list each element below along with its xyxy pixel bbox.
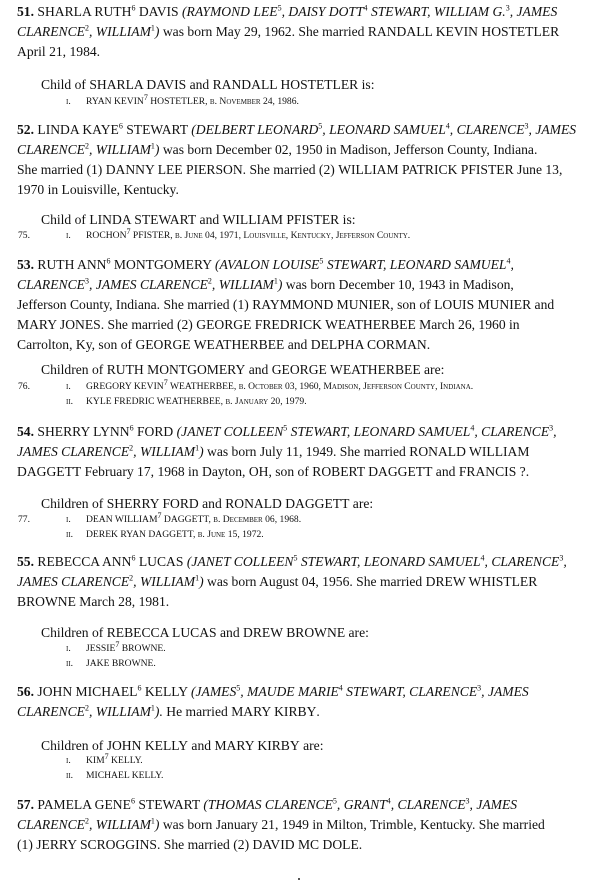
text-run: RUTH MONTGOMERY: [106, 362, 246, 377]
text-run: LOUIS MUNIER: [434, 297, 532, 312]
text-run: SHERRY LYNN: [34, 424, 130, 439]
text-run: Children of: [41, 625, 107, 640]
generation-number: 3: [505, 3, 510, 13]
generation-number: 2: [129, 573, 134, 583]
text-run: STEWART, CLARENCE: [342, 684, 478, 699]
text-run: was born January 21, 1949 in Milton, Trimble, Kentucky. She married: [159, 817, 545, 832]
generation-number: 1: [150, 816, 155, 826]
text-run: and: [432, 464, 459, 479]
text-run: (JANET COLLEEN: [176, 424, 284, 439]
child-item: [66, 92, 299, 107]
text-run: , JAMES: [469, 797, 518, 812]
text-run: , WILLIAM: [88, 142, 151, 157]
text-run: and: [198, 496, 226, 511]
generation-number: 2: [84, 703, 89, 713]
generation-number: 4: [480, 553, 485, 563]
text-run: STEWART, LEONARD SAMUEL: [297, 554, 481, 569]
text-run: Children of: [41, 738, 107, 753]
entry-line: [17, 702, 607, 722]
text-run: .: [358, 837, 363, 852]
text-run: , WILLIAM: [211, 277, 274, 292]
text-run: (AVALON LOUISE: [215, 257, 320, 272]
child-roman-numeral: i.: [66, 755, 71, 766]
text-run: February 17, 1968 in Dayton, OH, son of: [81, 464, 313, 479]
child-item: [66, 751, 143, 766]
text-run: JERRY SCROGGINS: [36, 837, 157, 852]
generation-number: 2: [84, 141, 89, 151]
child-roman-numeral: ii.: [66, 396, 74, 407]
entry-line: [17, 22, 607, 42]
margin-reference-number: 76.: [18, 381, 30, 392]
text-run: KIM: [86, 755, 105, 766]
text-run: was born May 29, 1962. She married: [159, 24, 368, 39]
text-run: , MAUDE MARIE: [240, 684, 339, 699]
text-run: are:: [345, 625, 369, 640]
child-roman-numeral: i.: [66, 514, 71, 525]
generation-number: 1: [150, 23, 155, 33]
margin-reference-number: 75.: [18, 230, 30, 241]
entry-line: [17, 592, 607, 612]
margin-reference-number: 77.: [18, 514, 30, 525]
entry-57: [17, 795, 607, 855]
generation-number: 7: [157, 510, 162, 520]
children-heading-54: [41, 496, 373, 512]
text-run: JAMES CLARENCE: [17, 444, 130, 459]
text-run: is:: [358, 77, 375, 92]
text-run: , DAISY DOTT: [281, 4, 364, 19]
generation-number: 5: [283, 423, 288, 433]
text-run: GREGORY KEVIN: [86, 381, 164, 392]
text-run: .: [316, 704, 320, 719]
text-run: ,: [563, 554, 567, 569]
text-run: RAYMMOND MUNIER: [252, 297, 391, 312]
entry-line: [17, 2, 607, 22]
generation-number: 2: [84, 23, 89, 33]
generation-number: 2: [84, 816, 89, 826]
entry-line: [17, 682, 607, 702]
generation-number: 6: [137, 683, 142, 693]
text-run: was born August 04, 1956. She married: [203, 574, 426, 589]
child-item: [66, 377, 474, 392]
text-run: Children of: [41, 362, 107, 377]
text-run: ): [199, 444, 204, 459]
text-run: REBECCA ANN: [34, 554, 132, 569]
text-run: KELLY: [141, 684, 191, 699]
text-run: , JAMES: [481, 684, 529, 699]
text-run: STEWART, WILLIAM G.: [367, 4, 506, 19]
text-run: STEWART: [134, 797, 204, 812]
text-run: DREW WHISTLER: [425, 574, 538, 589]
text-run: .: [426, 337, 431, 352]
text-run: DANNY LEE PIERSON: [105, 162, 243, 177]
generation-number: 4: [386, 796, 391, 806]
entry-line: [17, 295, 607, 315]
text-run: ROBERT DAGGETT: [312, 464, 433, 479]
child-roman-numeral: i.: [66, 96, 71, 107]
generation-number: 2: [129, 443, 134, 453]
generation-number: 6: [131, 553, 136, 563]
generation-number: 1: [150, 703, 155, 713]
text-run: MARY JONES: [17, 317, 101, 332]
text-run: WILLIAM PATRICK PFISTER: [338, 162, 514, 177]
text-run: are:: [349, 496, 374, 511]
text-run: WILLIAM PFISTER: [222, 212, 340, 227]
text-run: are:: [420, 362, 445, 377]
text-run: March 28, 1981.: [75, 594, 170, 609]
text-run: RUTH ANN: [34, 257, 107, 272]
entry-54: [17, 422, 607, 482]
text-run: DAGGETT, b. December 06, 1968.: [161, 514, 302, 525]
entry-line: [17, 120, 607, 140]
generation-number: 6: [106, 256, 111, 266]
generation-number: 5: [277, 3, 282, 13]
text-run: , CLARENCE: [390, 797, 466, 812]
entry-line: [17, 180, 607, 200]
generation-number: 1: [273, 276, 278, 286]
text-run: (DELBERT LEONARD: [191, 122, 319, 137]
text-run: ): [277, 277, 283, 292]
generation-number: 4: [506, 256, 511, 266]
generation-number: 5: [318, 121, 323, 131]
text-run: 52.: [17, 122, 34, 137]
text-run: PAMELA GENE: [34, 797, 131, 812]
text-run: 56.: [17, 684, 34, 699]
text-run: Children of: [41, 496, 107, 511]
generation-number: 3: [559, 553, 564, 563]
text-run: RONALD WILLIAM: [409, 444, 530, 459]
text-run: 54.: [17, 424, 34, 439]
text-run: CLARENCE: [17, 142, 85, 157]
text-run: , WILLIAM: [133, 574, 196, 589]
text-run: and: [216, 625, 244, 640]
text-run: DREW BROWNE: [243, 625, 346, 640]
child-item: [66, 770, 163, 781]
entry-line: [17, 42, 607, 62]
text-run: JESSIE: [86, 643, 116, 654]
text-run: LINDA STEWART: [89, 212, 197, 227]
text-run: WEATHERBEE, b. October 03, 1960, Madison, Jefferson County, Indiana.: [167, 381, 474, 392]
text-run: STEWART: [122, 122, 192, 137]
text-run: is:: [339, 212, 356, 227]
text-run: DEAN WILLIAM: [86, 514, 158, 525]
text-run: (1): [17, 837, 37, 852]
text-run: was born July 11, 1949. She married: [203, 444, 410, 459]
generation-number: 3: [465, 796, 470, 806]
text-run: and: [245, 362, 272, 377]
text-run: RANDALL KEVIN HOSTETLER: [367, 24, 560, 39]
child-roman-numeral: i.: [66, 381, 71, 392]
text-run: , WILLIAM: [133, 444, 196, 459]
text-run: PFISTER, b. June 04, 1971, Louisville, Kentucky, Jefferson County.: [130, 230, 411, 241]
text-run: , son of: [390, 297, 435, 312]
child-item: [66, 658, 156, 669]
text-run: (THOMAS CLARENCE: [203, 797, 333, 812]
child-item: [66, 396, 307, 407]
text-run: MARY KIRBY: [231, 704, 317, 719]
text-run: .: [525, 464, 530, 479]
generation-number: 3: [524, 121, 529, 131]
child-item: [66, 226, 411, 241]
text-run: GEORGE FREDRICK WEATHERBEE: [196, 317, 416, 332]
children-heading-51: [41, 77, 374, 93]
generation-number: 4: [363, 3, 368, 13]
text-run: GEORGE WEATHERBEE: [135, 337, 285, 352]
text-run: , GRANT: [336, 797, 387, 812]
text-run: (RAYMOND LEE: [182, 4, 278, 19]
text-run: ROCHON: [86, 230, 127, 241]
text-run: , CLARENCE: [484, 554, 560, 569]
generation-number: 2: [207, 276, 212, 286]
text-run: ,: [553, 424, 557, 439]
entry-line: [17, 255, 607, 275]
generation-number: 1: [195, 573, 200, 583]
text-run: Carrolton, Ky, son of: [17, 337, 136, 352]
entry-53: [17, 255, 607, 355]
generation-number: 6: [130, 796, 135, 806]
entry-line: [17, 552, 607, 572]
text-run: FORD: [133, 424, 177, 439]
text-run: Child of: [41, 212, 90, 227]
text-run: JAMES CLARENCE: [17, 574, 130, 589]
generation-number: 4: [338, 683, 343, 693]
generation-number: 7: [115, 639, 120, 649]
text-run: STEWART, LEONARD SAMUEL: [323, 257, 507, 272]
text-run: SHERRY FORD: [106, 496, 199, 511]
text-run: DEREK RYAN DAGGETT, b. June 15, 1972.: [86, 529, 264, 540]
text-run: , CLARENCE: [474, 424, 550, 439]
entry-line: [17, 835, 607, 855]
text-run: REBECCA LUCAS: [106, 625, 217, 640]
text-run: LUCAS: [135, 554, 187, 569]
text-run: ): [154, 24, 160, 39]
text-run: , JAMES: [528, 122, 577, 137]
entry-line: [17, 275, 607, 295]
generation-number: 3: [84, 276, 89, 286]
text-run: CLARENCE: [17, 24, 85, 39]
text-run: . She married (2): [157, 837, 253, 852]
text-run: CLARENCE: [17, 704, 85, 719]
text-run: , JAMES CLARENCE: [88, 277, 208, 292]
text-run: CLARENCE: [17, 817, 85, 832]
text-run: , WILLIAM: [88, 817, 151, 832]
generation-number: 7: [163, 377, 168, 387]
text-run: April 21, 1984.: [17, 44, 101, 59]
generation-number: 6: [118, 121, 123, 131]
child-item: [66, 510, 302, 525]
text-run: , WILLIAM: [88, 704, 151, 719]
text-run: STEWART, LEONARD SAMUEL: [287, 424, 471, 439]
page-mark: [298, 878, 300, 880]
children-heading-55: [41, 625, 369, 641]
text-run: LINDA KAYE: [34, 122, 119, 137]
text-run: and: [284, 337, 311, 352]
generation-number: 5: [293, 553, 298, 563]
text-run: 57.: [17, 797, 34, 812]
child-roman-numeral: i.: [66, 643, 71, 654]
text-run: BROWNE: [17, 594, 76, 609]
text-run: HOSTETLER, b. November 24, 1986.: [147, 96, 299, 107]
text-run: JAKE BROWNE.: [86, 658, 156, 669]
text-run: was born December 10, 1943 in Madison,: [282, 277, 514, 292]
text-run: and: [196, 212, 223, 227]
text-run: . She married (2): [242, 162, 339, 177]
entry-56: [17, 682, 607, 722]
child-item: [66, 529, 264, 540]
entry-line: [17, 815, 607, 835]
text-run: March 26, 1960 in: [415, 317, 520, 332]
text-run: FRANCIS ?: [458, 464, 526, 479]
child-roman-numeral: ii.: [66, 770, 74, 781]
text-run: ,: [510, 257, 514, 272]
text-run: MONTGOMERY: [110, 257, 215, 272]
text-run: He married: [162, 704, 232, 719]
text-run: JOHN KELLY: [106, 738, 189, 753]
entry-line: [17, 315, 607, 335]
text-run: DAGGETT: [17, 464, 82, 479]
generation-number: 6: [129, 423, 134, 433]
text-run: KYLE FREDRIC WEATHERBEE, b. January 20, 1979.: [86, 396, 307, 407]
text-run: DAVIS: [135, 4, 183, 19]
text-run: MICHAEL KELLY.: [86, 770, 164, 781]
text-run: ).: [154, 704, 163, 719]
text-run: DAVID MC DOLE: [252, 837, 359, 852]
text-run: DELPHA CORMAN: [310, 337, 427, 352]
entry-line: [17, 422, 607, 442]
text-run: CLARENCE: [17, 277, 85, 292]
generation-number: 7: [126, 226, 131, 236]
text-run: , CLARENCE: [449, 122, 525, 137]
entry-line: [17, 462, 607, 482]
generation-number: 4: [470, 423, 475, 433]
text-run: SHARLA DAVIS: [89, 77, 187, 92]
entry-52: [17, 120, 607, 200]
children-heading-56: [41, 738, 323, 754]
generation-number: 3: [477, 683, 482, 693]
text-run: (JAMES: [190, 684, 237, 699]
generation-number: 5: [236, 683, 241, 693]
text-run: was born December 02, 1950 in Madison, Jefferson County, Indiana.: [159, 142, 538, 157]
text-run: , JAMES: [509, 4, 558, 19]
text-run: ): [154, 142, 160, 157]
generation-number: 1: [195, 443, 200, 453]
entry-line: [17, 572, 607, 592]
text-run: SHARLA RUTH: [34, 4, 132, 19]
text-run: Jefferson County, Indiana. She married (1): [17, 297, 253, 312]
text-run: MARY KIRBY: [214, 738, 300, 753]
generation-number: 6: [131, 3, 136, 13]
generation-number: 5: [332, 796, 337, 806]
child-item: [66, 639, 166, 654]
text-run: ): [154, 817, 160, 832]
text-run: ): [199, 574, 204, 589]
text-run: , WILLIAM: [88, 24, 151, 39]
text-run: She married (1): [17, 162, 106, 177]
text-run: (JANET COLLEEN: [186, 554, 294, 569]
text-run: RANDALL HOSTETLER: [212, 77, 359, 92]
entry-line: [17, 442, 607, 462]
text-run: are:: [299, 738, 324, 753]
text-run: RONALD DAGGETT: [225, 496, 350, 511]
text-run: RYAN KEVIN: [86, 96, 144, 107]
generation-number: 4: [445, 121, 450, 131]
entry-line: [17, 160, 607, 180]
child-roman-numeral: ii.: [66, 658, 74, 669]
text-run: JOHN MICHAEL: [34, 684, 138, 699]
entry-line: [17, 335, 607, 355]
entry-line: [17, 140, 607, 160]
generation-number: 5: [319, 256, 324, 266]
generation-number: 1: [150, 141, 155, 151]
child-roman-numeral: i.: [66, 230, 71, 241]
text-run: 1970 in Louisville, Kentucky.: [17, 182, 179, 197]
children-heading-53: [41, 362, 444, 378]
text-run: June 13,: [513, 162, 563, 177]
text-run: . She married (2): [100, 317, 197, 332]
generation-number: 7: [104, 751, 109, 761]
text-run: and: [188, 738, 215, 753]
text-run: GEORGE WEATHERBEE: [271, 362, 421, 377]
text-run: KELLY.: [108, 755, 143, 766]
entry-line: [17, 795, 607, 815]
text-run: BROWNE.: [119, 643, 166, 654]
text-run: 55.: [17, 554, 34, 569]
children-heading-52: [41, 212, 356, 228]
text-run: , LEONARD SAMUEL: [322, 122, 446, 137]
generation-number: 3: [549, 423, 554, 433]
child-roman-numeral: ii.: [66, 529, 74, 540]
text-run: 53.: [17, 257, 34, 272]
text-run: and: [186, 77, 213, 92]
entry-55: [17, 552, 607, 612]
entry-51: [17, 2, 607, 62]
text-run: 51.: [17, 4, 34, 19]
text-run: and: [531, 297, 555, 312]
text-run: Child of: [41, 77, 90, 92]
generation-number: 7: [143, 92, 148, 102]
